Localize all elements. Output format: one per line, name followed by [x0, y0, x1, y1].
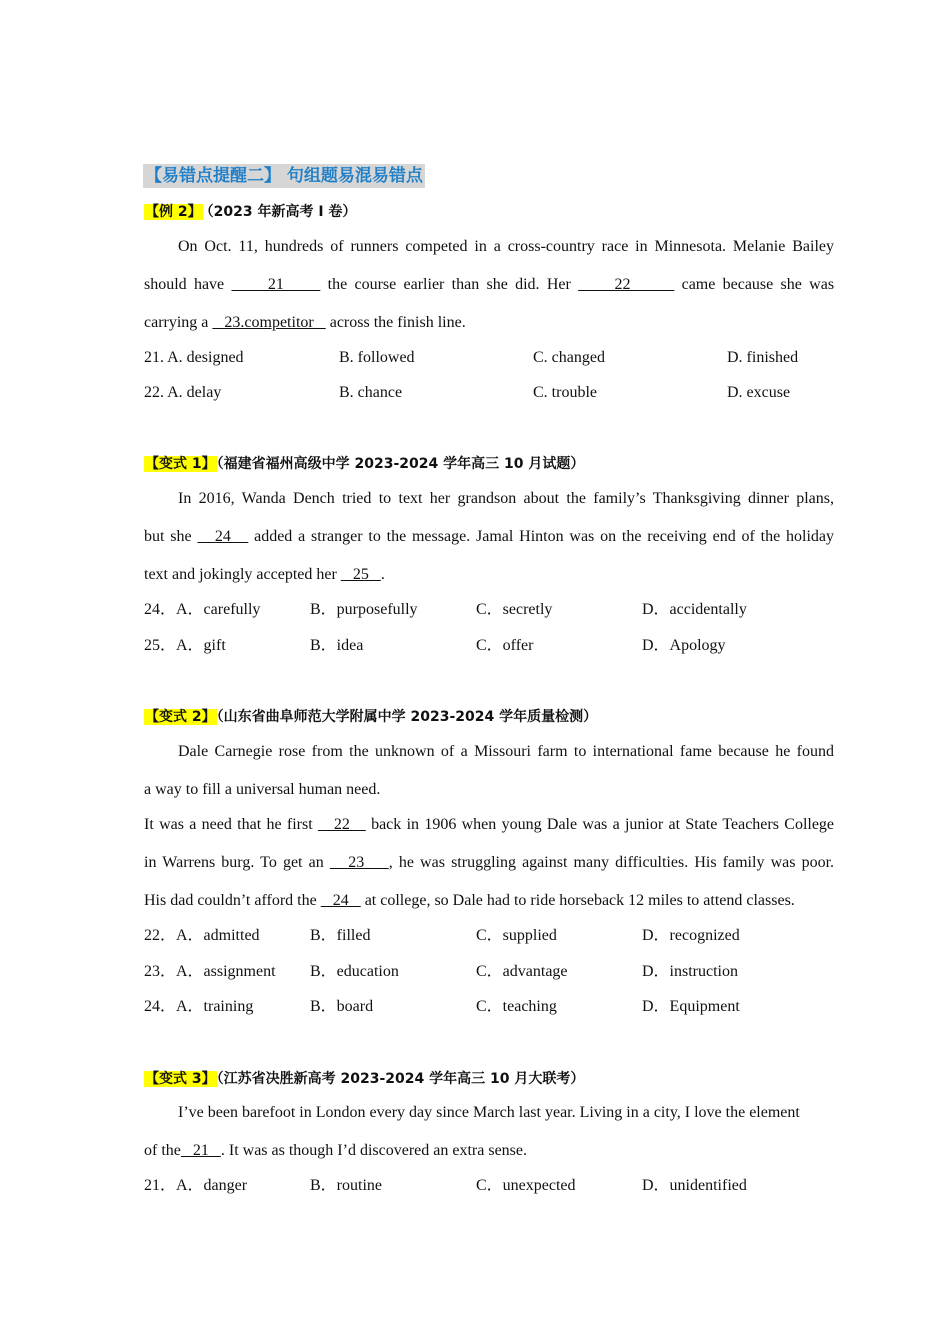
example2-source: （2023 年新高考 I 卷）	[206, 204, 357, 220]
blank-22: 22	[317, 816, 366, 833]
option-a: 21．A．danger	[144, 1177, 248, 1194]
variant1-heading	[144, 454, 584, 474]
option-a: 24．A．carefully	[144, 601, 261, 618]
variant2-line3: It was a need that he first 22 back in 1906 when young Dale was a junior at State Teachers College	[144, 816, 835, 833]
question-21	[144, 347, 844, 369]
blank-21: 21	[231, 276, 321, 293]
option-c: C．supplied	[476, 927, 557, 944]
variant2-source: （山东省曲阜师范大学附属中学 2023-2024 学年质量检测）	[216, 709, 598, 725]
variant2-heading	[144, 707, 597, 727]
option-c: C. changed	[533, 349, 605, 366]
option-d: D．Equipment	[642, 998, 740, 1015]
example2-line3: carrying a 23.competitor across the finish line.	[144, 314, 466, 331]
question-21	[144, 1175, 844, 1197]
option-b: B．purposefully	[310, 601, 418, 618]
option-b: B．education	[310, 963, 399, 980]
option-d: D．recognized	[642, 927, 740, 944]
option-d: D. finished	[727, 349, 799, 366]
variant3-source: （江苏省决胜新高考 2023-2024 学年高三 10 月大联考）	[216, 1071, 585, 1087]
question-22	[144, 925, 844, 947]
blank-24: 24	[197, 528, 249, 545]
variant2-line4: in Warrens burg. To get an 23 , he was struggling against many difficulties. His family was poor.	[144, 854, 835, 871]
option-a: 24．A．training	[144, 998, 254, 1015]
variant1-line2: but she 24 added a stranger to the message. Jamal Hinton was on the receiving end of the holiday	[144, 528, 834, 545]
question-22	[144, 382, 844, 404]
example2-line1: On Oct. 11, hundreds of runners competed in a cross-country race in Minnesota. Melanie Bailey	[178, 238, 834, 255]
option-b: B．routine	[310, 1177, 382, 1194]
option-c: C．advantage	[476, 963, 568, 980]
variant1-tag: 【变式 1】	[145, 456, 216, 472]
example2-heading	[144, 202, 356, 222]
blank-25: 25	[340, 566, 381, 583]
blank-23: 23	[329, 854, 389, 871]
example2-tag: 【例 2】	[145, 204, 202, 220]
option-c: C．offer	[476, 637, 534, 654]
variant2-line5: His dad couldn’t afford the 24 at college, so Dale had to ride horseback 12 miles to attend classes.	[144, 892, 795, 909]
blank-21: 21	[180, 1142, 221, 1159]
section-title: 【易错点提醒二】 句组题易混易错点	[145, 166, 423, 186]
variant3-line1: I’ve been barefoot in London every day since March last year. Living in a city, I love the element	[178, 1104, 800, 1121]
option-c: C．unexpected	[476, 1177, 576, 1194]
option-b: B. followed	[339, 349, 415, 366]
variant2-line1: Dale Carnegie rose from the unknown of a Missouri farm to international fame because he found	[178, 743, 834, 760]
variant2-line2: a way to fill a universal human need.	[144, 781, 381, 798]
option-a: 21. A. designed	[144, 349, 244, 366]
option-a: 25．A．gift	[144, 637, 226, 654]
option-d: D．accidentally	[642, 601, 747, 618]
variant1-source: （福建省福州高级中学 2023-2024 学年高三 10 月试题）	[216, 456, 585, 472]
option-c: C. trouble	[533, 384, 597, 401]
option-b: B．board	[310, 998, 374, 1015]
option-c: C．secretly	[476, 601, 553, 618]
variant3-line2: of the 21 . It was as though I’d discovered an extra sense.	[144, 1142, 527, 1159]
variant3-heading	[144, 1069, 584, 1089]
blank-23: 23.competitor	[212, 314, 326, 331]
variant2-tag: 【变式 2】	[145, 709, 216, 725]
option-d: D. excuse	[727, 384, 791, 401]
example2-line2: should have 21 the course earlier than she did. Her 22 came because she was	[144, 276, 835, 293]
option-c: C．teaching	[476, 998, 557, 1015]
question-24	[144, 599, 844, 621]
question-24	[144, 996, 844, 1018]
option-a: 22. A. delay	[144, 384, 222, 401]
blank-24: 24	[320, 892, 361, 909]
variant1-line1: In 2016, Wanda Dench tried to text her grandson about the family’s Thanksgiving dinner plans,	[178, 490, 834, 507]
option-b: B. chance	[339, 384, 403, 401]
option-a: 22．A．admitted	[144, 927, 260, 944]
blank-22: 22	[578, 276, 675, 293]
option-d: D．Apology	[642, 637, 726, 654]
question-23	[144, 961, 844, 983]
option-d: D．instruction	[642, 963, 738, 980]
option-b: B．idea	[310, 637, 364, 654]
question-25	[144, 635, 844, 657]
option-b: B．filled	[310, 927, 371, 944]
variant3-tag: 【变式 3】	[145, 1071, 216, 1087]
option-a: 23．A．assignment	[144, 963, 276, 980]
option-d: D．unidentified	[642, 1177, 747, 1194]
variant1-line3: text and jokingly accepted her 25 .	[144, 566, 385, 583]
